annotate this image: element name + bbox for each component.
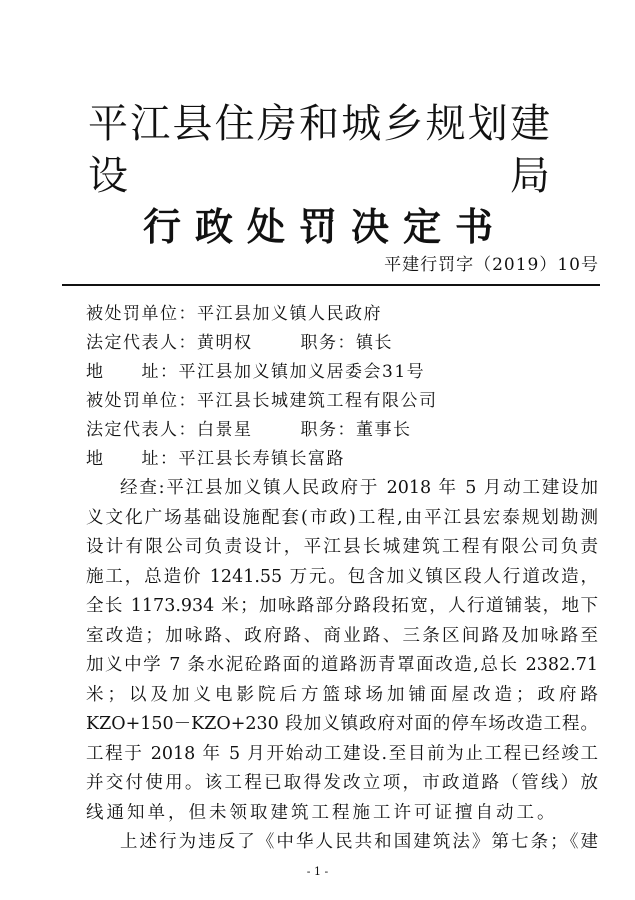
body-line: 米；以及加义电影院后方篮球场加铺面屋改造；政府路 (86, 684, 598, 705)
body-line: 施工，总造价 1241.55 万元。包含加义镇区段人行道改造， (86, 566, 598, 587)
page-number: - 1 - (306, 864, 329, 878)
party-row (86, 387, 599, 416)
party-value: 平江县长城建筑工程有限公司 (197, 391, 438, 411)
document-type-title: 行政处罚决定书 (143, 204, 493, 249)
body-line: 工程于 2018 年 5 月开始动工建设.至目前为止工程已经竣工 (86, 743, 598, 764)
party-row (86, 300, 599, 329)
party-row (86, 416, 599, 445)
position-value: 镇长 (356, 333, 393, 353)
party-row (86, 358, 599, 387)
position-label: 职务： (300, 333, 356, 353)
body-line: 经查:平江县加义镇人民政府于 2018 年 5 月动工建设加 (120, 478, 598, 498)
party-row (86, 445, 599, 474)
agency-title: 平江县住房和城乡规划建设局 (88, 101, 550, 199)
party-value: 黄明权 (197, 333, 253, 353)
header-divider (62, 284, 600, 286)
body-line: 并交付使用。该工程已取得发改立项，市政道路（管线）放 (86, 773, 598, 793)
body-line: 线通知单，但未领取建筑工程施工许可证擅自动工。 (86, 802, 558, 823)
body-line: KZO+150－KZO+230 段加义镇政府对面的停车场改造工程。 (86, 714, 598, 734)
party-value: 平江县长寿镇长富路 (178, 449, 345, 469)
party-label: 被处罚单位： (86, 304, 197, 324)
position-value: 董事长 (356, 420, 412, 440)
body-line: 上述行为违反了《中华人民共和国建筑法》第七条；《建 (120, 832, 598, 852)
document-number: 平建行罚字（2019）10号 (384, 255, 599, 275)
body-line: 义文化广场基础设施配套(市政)工程,由平江县宏泰规划勘测 (86, 507, 598, 528)
body-line: 室改造；加咏路、政府路、商业路、三条区间路及加咏路至 (86, 625, 598, 646)
party-value: 平江县加义镇加义居委会31号 (178, 362, 426, 382)
body-line: 设计有限公司负责设计，平江县长城建筑工程有限公司负责 (86, 537, 598, 557)
party-label: 地 址： (86, 449, 179, 469)
party-value: 白景星 (197, 420, 253, 440)
party-label: 地 址： (86, 362, 179, 382)
party-label: 法定代表人： (86, 333, 197, 353)
party-label: 被处罚单位： (86, 391, 197, 411)
body-line: 全长 1173.934 米；加咏路部分路段拓宽，人行道铺装，地下 (86, 596, 598, 616)
party-row (86, 329, 599, 358)
party-label: 法定代表人： (86, 420, 197, 440)
position-label: 职务： (300, 420, 356, 440)
party-value: 平江县加义镇人民政府 (197, 304, 382, 324)
body-line: 加义中学 7 条水泥砼路面的道路沥青罩面改造,总长 2382.71 (86, 655, 598, 675)
